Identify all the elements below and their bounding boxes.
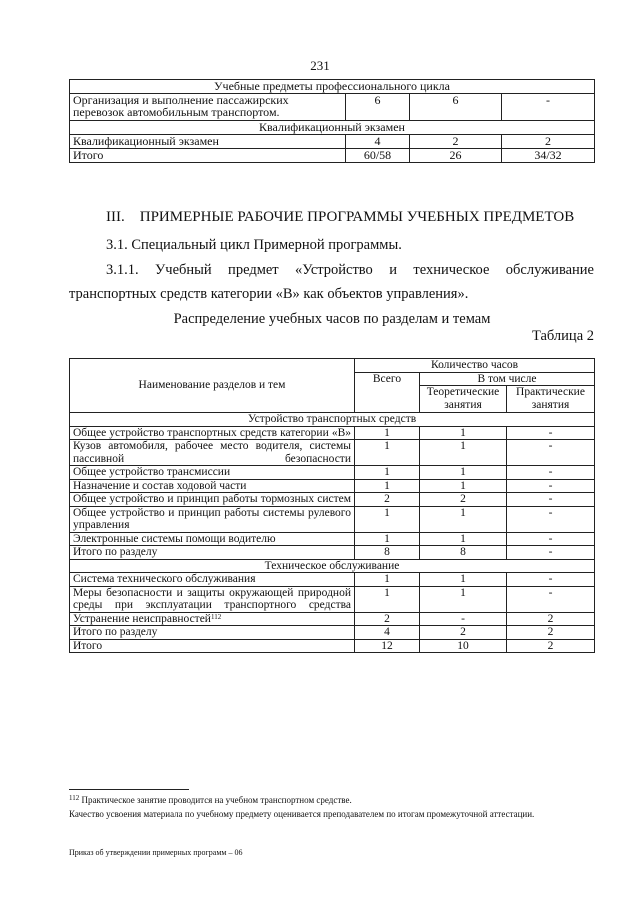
- table-row: [70, 546, 595, 560]
- row-total: 2: [355, 612, 420, 626]
- row-total: 1: [355, 466, 420, 480]
- row-total: 6: [346, 94, 410, 121]
- table-section-header: Учебные предметы профессионального цикла: [70, 80, 595, 94]
- row-theory: 1: [420, 506, 507, 532]
- table-row: [70, 626, 595, 640]
- table-row: [70, 426, 595, 440]
- page-number: 231: [310, 58, 330, 73]
- row-practice: 2: [507, 626, 595, 640]
- header-theory: Теоретические занятия: [420, 386, 507, 413]
- row-theory: 1: [420, 426, 507, 440]
- table-row: [70, 479, 595, 493]
- row-name: [70, 639, 355, 653]
- row-theory: 1: [420, 532, 507, 546]
- professional-cycle-table: [69, 79, 595, 163]
- table-row: [70, 149, 595, 163]
- table-row: [70, 506, 595, 532]
- row-practice: 2: [507, 639, 595, 653]
- row-theory: 26: [410, 149, 502, 163]
- subject-line-1: 3.1.1. Учебный предмет «Устройство и техническое обслуживание: [106, 262, 594, 278]
- row-total: 12: [355, 639, 420, 653]
- row-total: 1: [355, 440, 420, 466]
- row-name: [70, 466, 355, 480]
- row-practice: 2: [507, 612, 595, 626]
- footnote-ref: 112: [210, 612, 222, 621]
- row-name-text: Общее устройство и принцип работы системы рулевого управления: [73, 506, 351, 531]
- row-theory: 10: [420, 639, 507, 653]
- row-name-text: Итого: [73, 639, 103, 652]
- footnote-text: Практическое занятие проводится на учебном транспортном средстве.: [79, 795, 352, 805]
- row-theory: 2: [410, 135, 502, 149]
- row-name: [70, 426, 355, 440]
- row-name-text: Общее устройство и принцип работы тормозных систем: [73, 493, 351, 505]
- row-name-text: Электронные системы помощи водителю: [73, 532, 276, 545]
- table-section-header: Устройство транспортных средств: [70, 413, 595, 427]
- row-name-text: Кузов автомобиля, рабочее место водителя, системы пассивной безопасности: [73, 440, 351, 465]
- row-practice: -: [507, 426, 595, 440]
- row-practice: -: [507, 586, 595, 612]
- row-practice: 34/32: [502, 149, 595, 163]
- row-total: 60/58: [346, 149, 410, 163]
- row-name: [70, 586, 355, 612]
- row-name: [70, 532, 355, 546]
- row-total: 2: [355, 493, 420, 507]
- row-name-text: Назначение и состав ходовой части: [73, 479, 247, 492]
- row-practice: -: [507, 493, 595, 507]
- table-row: [70, 586, 595, 612]
- row-total: 1: [355, 532, 420, 546]
- row-name: [70, 440, 355, 466]
- row-name-text: Общее устройство транспортных средств категории «В»: [73, 426, 351, 439]
- section2-rows: [70, 573, 595, 653]
- row-practice: -: [507, 466, 595, 480]
- row-practice: -: [507, 573, 595, 587]
- table-row: [70, 94, 595, 121]
- header-total: Всего: [355, 372, 420, 413]
- distribution-title: Распределение учебных часов по разделам и темам: [173, 311, 491, 327]
- row-practice: 2: [502, 135, 595, 149]
- row-total: 1: [355, 586, 420, 612]
- table-row: [70, 612, 595, 626]
- row-theory: -: [420, 612, 507, 626]
- table-row: [70, 532, 595, 546]
- row-practice: -: [507, 479, 595, 493]
- row-practice: -: [507, 506, 595, 532]
- footnote-mark: 112: [69, 794, 80, 802]
- row-practice: -: [507, 440, 595, 466]
- row-name-text: Общее устройство трансмиссии: [73, 466, 231, 478]
- row-theory: 6: [410, 94, 502, 121]
- footnote-divider: [69, 789, 189, 790]
- row-theory: 1: [420, 586, 507, 612]
- table-label: Таблица 2: [531, 328, 594, 344]
- row-name: Организация и выполнение пассажирских перевозок автомобильным транспортом.: [70, 94, 346, 121]
- section1-rows: [70, 426, 595, 559]
- row-total: 1: [355, 506, 420, 532]
- header-including: В том числе: [420, 372, 595, 386]
- table-row: [70, 135, 595, 149]
- row-name: [70, 612, 355, 626]
- assessment-note: Качество усвоения материала по учебному предмету оценивается преподавателем по итогам промежуточной аттестации.: [69, 809, 535, 819]
- row-name: [70, 493, 355, 507]
- row-name: [70, 573, 355, 587]
- footer: Приказ об утверждении примерных программ – 06: [69, 848, 243, 857]
- row-theory: 1: [420, 440, 507, 466]
- row-total: 1: [355, 426, 420, 440]
- subject-line-2: транспортных средств категории «В» как объектов управления».: [69, 286, 469, 302]
- section-title: III. ПРИМЕРНЫЕ РАБОЧИЕ ПРОГРАММЫ УЧЕБНЫХ ПРЕДМЕТОВ: [106, 209, 575, 225]
- row-practice: -: [502, 94, 595, 121]
- row-total: 4: [355, 626, 420, 640]
- row-name: [70, 506, 355, 532]
- table-row: [70, 493, 595, 507]
- row-name-text: Итого по разделу: [73, 546, 158, 558]
- row-total: 8: [355, 546, 420, 560]
- row-name: [70, 479, 355, 493]
- subsection-title: 3.1. Специальный цикл Примерной программы.: [106, 237, 402, 253]
- table-row: [70, 466, 595, 480]
- row-theory: 2: [420, 493, 507, 507]
- row-practice: -: [507, 546, 595, 560]
- row-name: [70, 546, 355, 560]
- row-name: [70, 626, 355, 640]
- header-practice: Практические занятия: [507, 386, 595, 413]
- table-row: [70, 440, 595, 466]
- row-name-text: Меры безопасности и защиты окружающей природной среды при эксплуатации транспортного средства: [73, 586, 351, 611]
- table-section-header: Квалификационный экзамен: [70, 121, 595, 135]
- row-theory: 1: [420, 479, 507, 493]
- row-theory: 1: [420, 573, 507, 587]
- row-name-text: Система технического обслуживания: [73, 573, 256, 585]
- table-row: [70, 639, 595, 653]
- row-total: 1: [355, 573, 420, 587]
- row-theory: 8: [420, 546, 507, 560]
- header-hours: Количество часов: [355, 359, 595, 373]
- footnote: [69, 794, 352, 806]
- header-name-col: Наименование разделов и тем: [70, 359, 355, 413]
- row-total: 4: [346, 135, 410, 149]
- table-section-header: Техническое обслуживание: [70, 559, 595, 573]
- row-theory: 2: [420, 626, 507, 640]
- hours-distribution-table: [69, 358, 595, 653]
- row-name-text: Устранение неисправностей: [73, 612, 211, 625]
- row-total: 1: [355, 479, 420, 493]
- row-name: Квалификационный экзамен: [70, 135, 346, 149]
- table-row: [70, 573, 595, 587]
- row-practice: -: [507, 532, 595, 546]
- row-name: Итого: [70, 149, 346, 163]
- row-theory: 1: [420, 466, 507, 480]
- row-name-text: Итого по разделу: [73, 626, 158, 638]
